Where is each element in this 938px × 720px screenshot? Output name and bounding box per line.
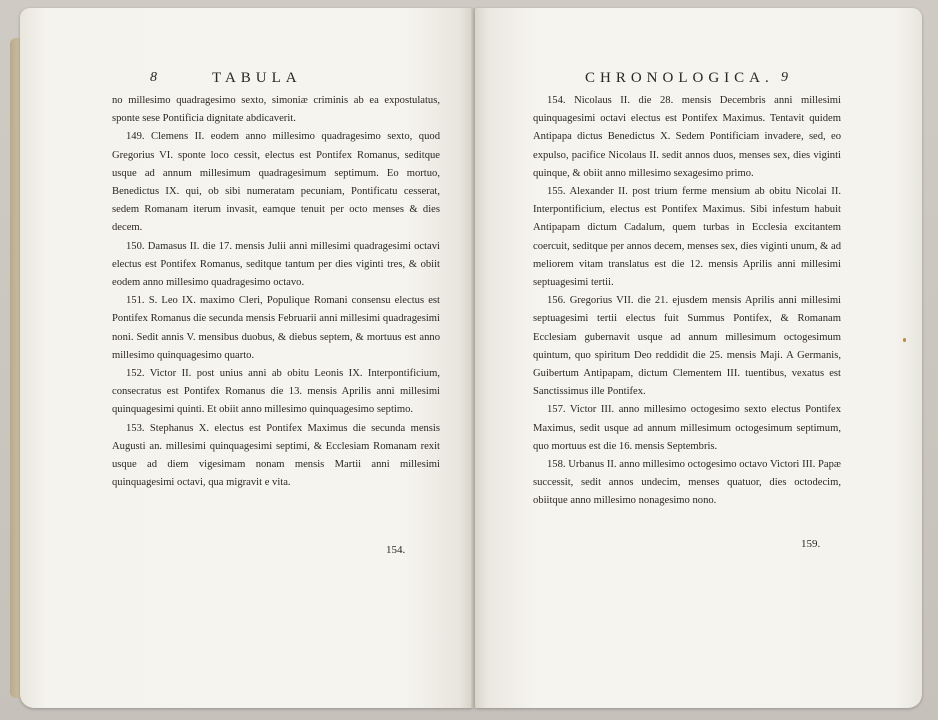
- left-page: [20, 8, 473, 708]
- paragraph: 158. Urbanus II. anno millesimo octogesimo octavo Victori III. Papæ successit, sedit annos undecim, menses quatuor, dies octodecim, obiitque anno millesimo nonagesimo nono.: [533, 459, 841, 507]
- right-running-header: CHRONOLOGICA.: [585, 70, 774, 86]
- right-page: [475, 8, 922, 708]
- left-running-header: TABULA: [212, 70, 302, 86]
- paragraph: 156. Gregorius VII. die 21. ejusdem mensis Aprilis anni millesimi septuagesimi tertii electus fuit Summus Pontifex, & Romanam Ecclesiam gubernavit usque ad annum millesimum octogesimum quintum, quo spiritum Deo reddidit die 25. mensis Maji. A Germanis, Guibertum Antipapam, dictum Clementem III. tuentibus, vexatus est Sanctissimus ille Pontifex.: [533, 295, 841, 398]
- right-page-text: [533, 92, 841, 511]
- open-book: [20, 8, 922, 712]
- paragraph: 150. Damasus II. die 17. mensis Julii anni millesimi quadragesimi octavi electus est Pontifex Romanus, seditque tantum per dies viginti tres, & obiit eodem anno millesimo quadragesimo octavo.: [112, 240, 440, 289]
- left-page-text: [112, 92, 440, 492]
- paragraph: 153. Stephanus X. electus est Pontifex Maximus die secunda mensis Augusti an. millesimi quinquagesimi septimi, & Ecclesiam Romanam rexit usque ad diem vigesimam nonam mensis Martii anni millesimi quinquagesimi octavi, qua migravit e vita.: [112, 422, 440, 489]
- right-catchword: 159.: [801, 538, 821, 550]
- paragraph: 157. Victor III. anno millesimo octogesimo sexto electus Pontifex Maximus, sedit usque ad annum millesimum octogesimum septimum, quo mortuus est die 16. mensis Septembris.: [533, 404, 841, 452]
- left-catchword: 154.: [386, 544, 406, 556]
- foxing-spot: [903, 338, 906, 342]
- right-page-number: 9: [781, 70, 788, 85]
- paragraph: 154. Nicolaus II. die 28. mensis Decembris anni millesimi quinquagesimi octavi electus est Pontifex Maximus. Tentavit quidem Antipapa dictus Benedictus X. Sedem Pontificiam invadere, sed, eo expulso, pacifice Nicolaus II. sedit annos duos, menses sex, dies viginti quinque, & obiit anno millesimo sexagesimo primo.: [533, 95, 841, 179]
- paragraph: 149. Clemens II. eodem anno millesimo quadragesimo sexto, quod Gregorius VI. sponte loco cessit, electus est Pontifex Romanus, seditque usque ad annum millesimum quadragesimum septimum. Eo mortuo, Benedictus IX. qui, ob sibi numeratam pecuniam, Pontificatu cesserat, sedem Romanam iterum invasit, eamque tenuit per octo menses & dies decem.: [112, 131, 440, 234]
- left-page-number: 8: [150, 70, 157, 85]
- paragraph: 155. Alexander II. post trium ferme mensium ab obitu Nicolai II. Interpontificium, electus est Pontifex Maximus. Sibi infestum habuit Antipapam dictum Cadalum, quem turbas in Ecclesia excitantem coercuit, seditque per annos decem, menses sex, dies viginti unum, & ad meliorem vitam translatus est die 12. mensis Aprilis anni millesimi septuagesimi tertii.: [533, 186, 841, 289]
- paragraph: 151. S. Leo IX. maximo Cleri, Populique Romani consensu electus est Pontifex Romanus die secunda mensis Februarii anni millesimi quadragesimi noni. Sedit annis V. mensibus duobus, & diebus septem, & mortuus est anno millesimo quinquagesimo quarto.: [112, 295, 440, 361]
- paragraph: 152. Victor II. post unius anni ab obitu Leonis IX. Interpontificium, consecratus est Pontifex Romanus die 13. mensis Aprilis anni millesimi quinquagesimi quinti. Et obiit anno millesimo quinquagesimo septimo.: [112, 368, 440, 416]
- paragraph: no millesimo quadragesimo sexto, simoniæ criminis ab ea expostulatus, sponte sese Pontificia dignitate abdicaverit.: [112, 95, 440, 125]
